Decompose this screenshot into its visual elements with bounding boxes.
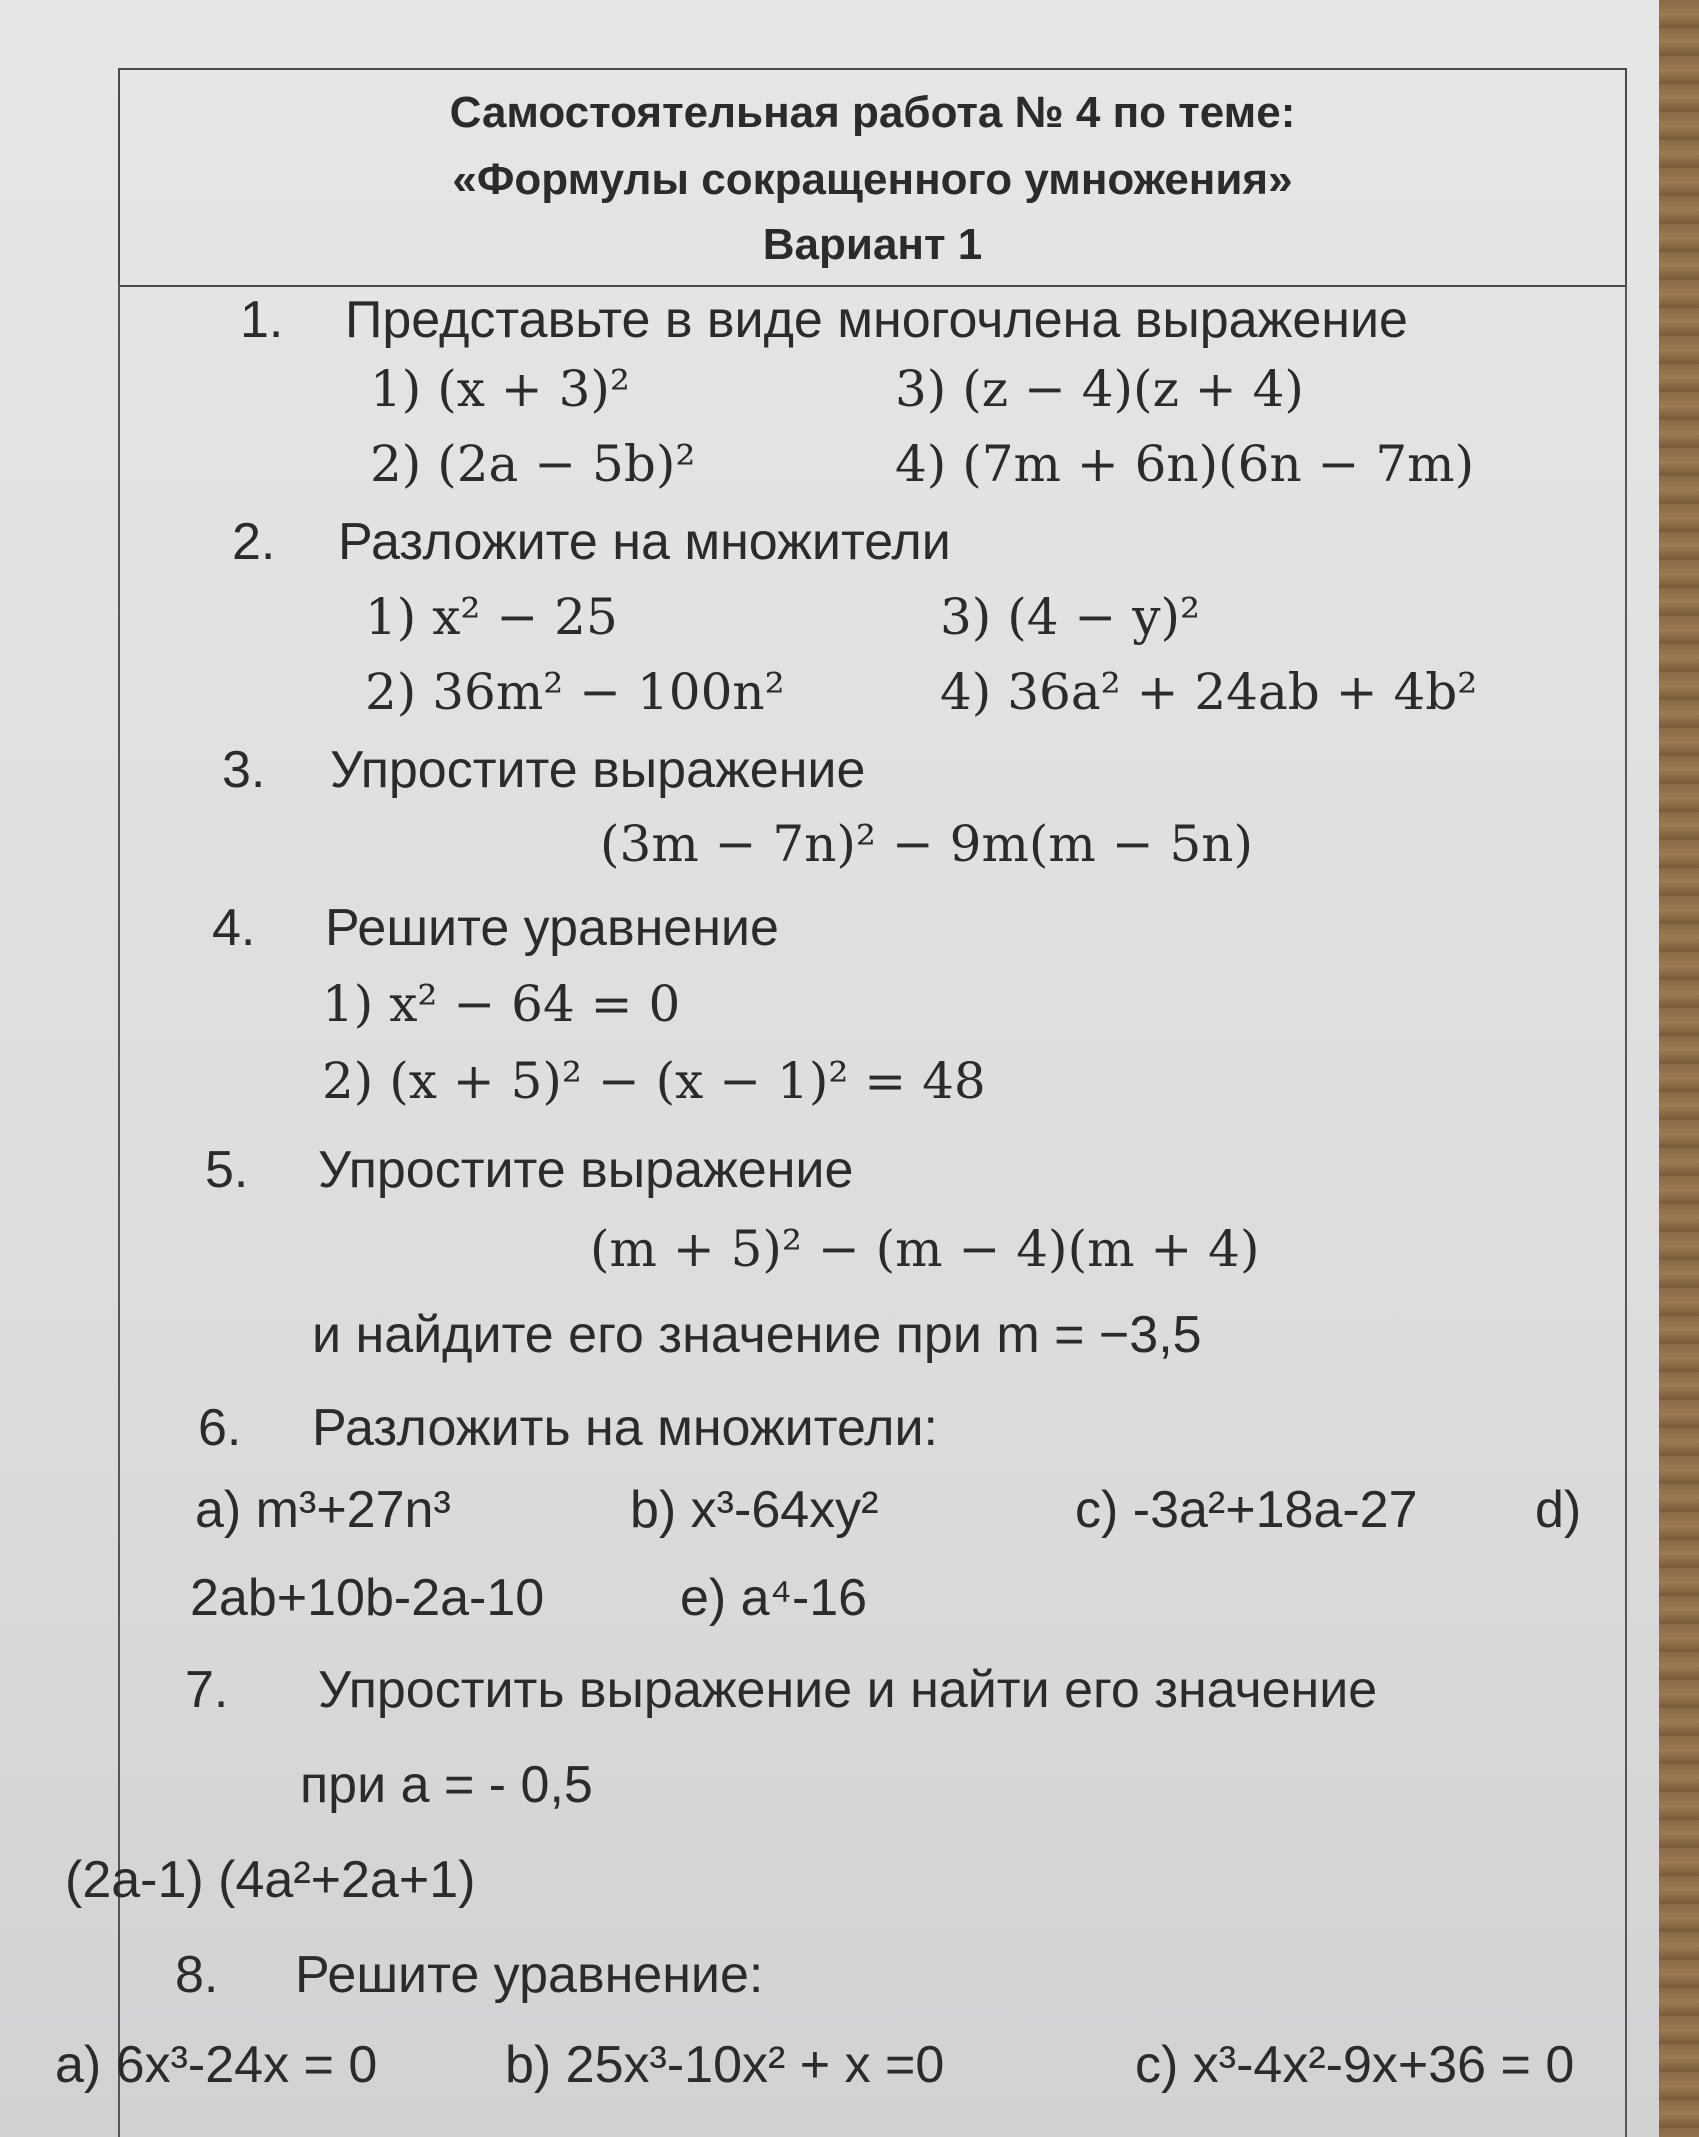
- task-4-item-2: 2) (x + 5)² − (x − 1)² = 48: [322, 1052, 986, 1110]
- task-7-text: Упростить выражение и найти его значение: [318, 1661, 1378, 1719]
- task-6-item-c: c) -3a²+18a-27: [1075, 1481, 1418, 1539]
- task-5-text: Упростите выражение: [318, 1141, 854, 1199]
- task-6-item-d-label: d): [1535, 1481, 1582, 1539]
- task-2-item-3: 3) (4 − y)²: [940, 588, 1201, 646]
- task-1-item-3: 3) (z − 4)(z + 4): [895, 360, 1304, 418]
- task-8-number: 8.: [175, 1946, 219, 2004]
- task-1-number: 1.: [240, 291, 284, 349]
- task-8-item-b: b) 25x³-10x² + x =0: [505, 2036, 945, 2094]
- task-8-text: Решите уравнение:: [295, 1946, 764, 2004]
- task-5-number: 5.: [205, 1141, 249, 1199]
- task-2-item-2: 2) 36m² − 100n²: [365, 663, 785, 721]
- task-8-item-c: c) x³-4x²-9x+36 = 0: [1135, 2036, 1575, 2094]
- task-1-item-4: 4) (7m + 6n)(6n − 7m): [895, 435, 1475, 493]
- task-6-item-a: a) m³+27n³: [195, 1481, 451, 1539]
- task-7-number: 7.: [185, 1661, 229, 1719]
- task-3-number: 3.: [222, 741, 266, 799]
- task-7-expression: (2a-1) (4a²+2a+1): [65, 1851, 476, 1909]
- task-8-item-a: a) 6x³-24x = 0: [55, 2036, 378, 2094]
- task-6-item-b: b) x³-64xy²: [630, 1481, 879, 1539]
- task-3-text: Упростите выражение: [330, 741, 866, 799]
- header-topic: «Формулы сокращенного умножения»: [452, 155, 1293, 204]
- task-4-text: Решите уравнение: [325, 899, 779, 957]
- task-7-text-2: при а = - 0,5: [300, 1756, 593, 1814]
- task-1-item-2: 2) (2a − 5b)²: [370, 435, 696, 493]
- task-6-number: 6.: [198, 1399, 242, 1457]
- frame-right-line: [1625, 283, 1627, 2137]
- header-variant: Вариант 1: [762, 220, 983, 269]
- task-6-text: Разложить на множители:: [312, 1399, 938, 1457]
- task-3-expression: (3m − 7n)² − 9m(m − 5n): [600, 815, 1254, 873]
- header-box: [118, 68, 1627, 287]
- task-5-expression: (m + 5)² − (m − 4)(m + 4): [590, 1220, 1260, 1278]
- task-6-item-e: e) a⁴-16: [680, 1569, 868, 1627]
- task-1-item-1: 1) (x + 3)²: [370, 360, 630, 418]
- task-2-text: Разложите на множители: [338, 513, 951, 571]
- task-2-item-1: 1) x² − 25: [365, 588, 618, 646]
- task-2-item-4: 4) 36a² + 24ab + 4b²: [940, 663, 1478, 721]
- task-4-number: 4.: [212, 899, 256, 957]
- task-5-tail: и найдите его значение при m = −3,5: [312, 1306, 1202, 1364]
- wooden-table-edge: [1659, 0, 1699, 2137]
- header-title: Самостоятельная работа № 4 по теме:: [449, 88, 1296, 137]
- task-2-number: 2.: [232, 513, 276, 571]
- task-1-text: Представьте в виде многочлена выражение: [345, 291, 1408, 349]
- task-6-item-d-expr: 2ab+10b-2a-10: [190, 1569, 545, 1627]
- task-4-item-1: 1) x² − 64 = 0: [322, 975, 681, 1033]
